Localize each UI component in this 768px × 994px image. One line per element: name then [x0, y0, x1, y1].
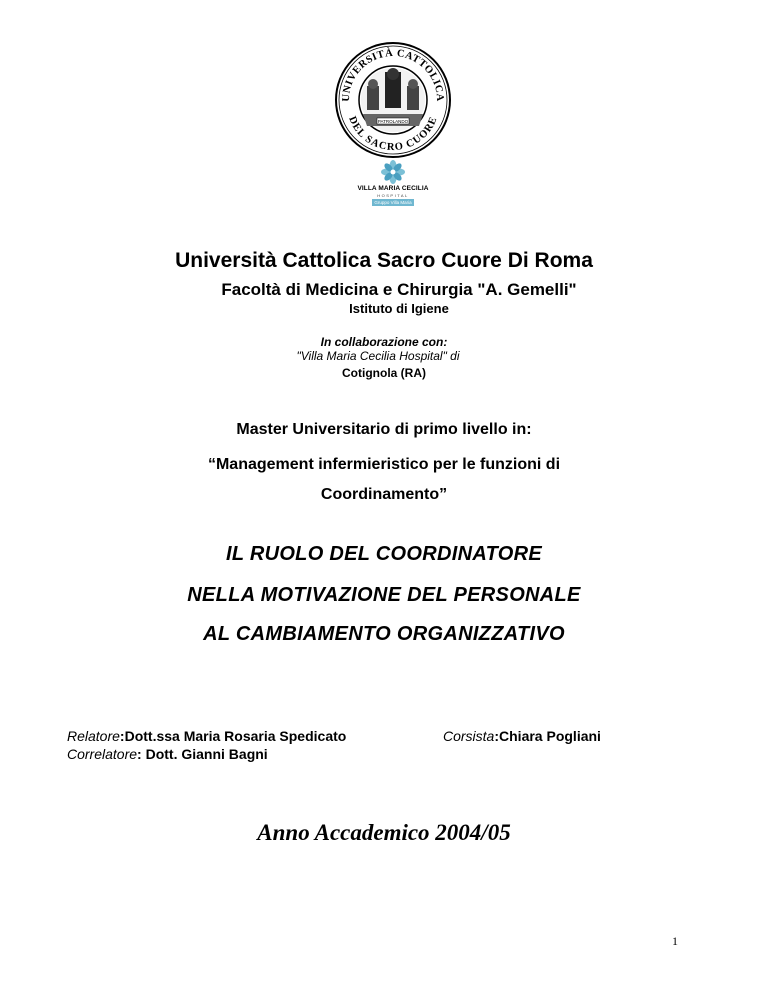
collaboration-city: Cotignola (RA) [342, 366, 426, 380]
university-seal-icon [333, 40, 453, 160]
relatore-role: Relatore [67, 728, 120, 744]
master-title-line1: “Management infermieristico per le funzioni di [207, 456, 561, 473]
hospital-logo-subtitle: HOSPITAL [377, 193, 409, 198]
institute-title: Istituto di Igiene [349, 301, 449, 316]
master-intro: Master Universitario di primo livello in: [236, 421, 532, 438]
collaboration-label: In collaborazione con: [320, 335, 448, 349]
correlatore-credit [67, 746, 268, 762]
master-title-line2: Coordinamento” [320, 486, 448, 503]
relatore-credit [67, 728, 346, 744]
corsista-name: :Chiara Pogliani [494, 728, 601, 744]
page-number: 1 [672, 934, 678, 948]
academic-year: Anno Accademico 2004/05 [257, 820, 511, 845]
thesis-title-line2: NELLA MOTIVAZIONE DEL PERSONALE [187, 584, 581, 606]
university-title: Università Cattolica Sacro Cuore Di Roma [175, 249, 593, 272]
seal-ring-top-text: UNIVERSITÀ CATTOLICA [340, 47, 446, 102]
hospital-flower-logo-icon [350, 160, 436, 186]
hospital-logo-group: Gruppo Villa Maria [372, 199, 414, 206]
correlatore-role: Correlatore [67, 746, 138, 762]
thesis-title-line3: AL CAMBIAMENTO ORGANIZZATIVO [203, 623, 565, 645]
hospital-logo [350, 160, 436, 210]
seal-banner-text: PATROLANDO [377, 119, 409, 124]
hospital-logo-name: VILLA MARIA CECILIA [357, 185, 429, 192]
seal-emblem-icon [361, 68, 425, 132]
thesis-title-line1: IL RUOLO DEL COORDINATORE [225, 543, 543, 565]
relatore-name: :Dott.ssa Maria Rosaria Spedicato [119, 728, 347, 744]
faculty-title: Facoltà di Medicina e Chirurgia "A. Gemelli" [221, 280, 577, 299]
correlatore-name: : Dott. Gianni Bagni [137, 746, 268, 762]
seal-ring-bottom-text: DEL SACRO CUORE [346, 114, 440, 154]
collaboration-hospital: "Villa Maria Cecilia Hospital" di [296, 349, 460, 363]
corsista-role: Corsista [443, 728, 495, 744]
corsista-credit [443, 728, 601, 744]
